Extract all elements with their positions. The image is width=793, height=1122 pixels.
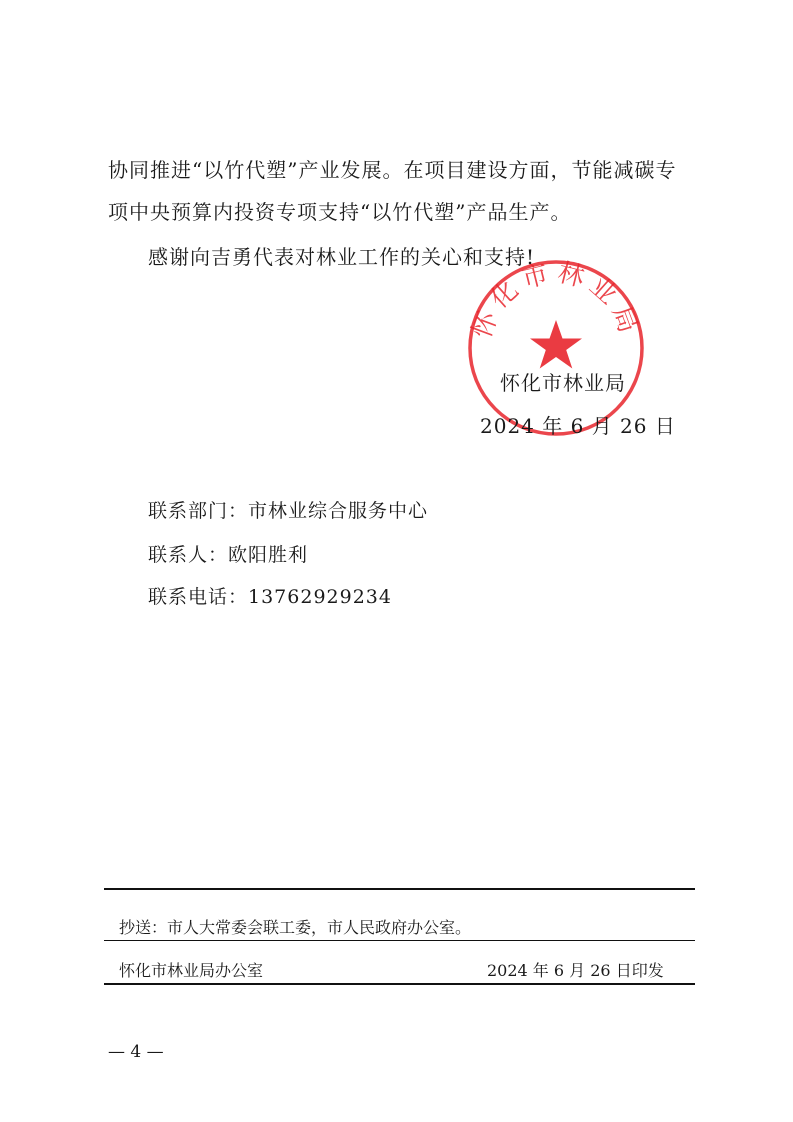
contact-department: 联系部门：市林业综合服务中心 [148, 500, 429, 522]
page-number: — 4 — [108, 1042, 164, 1062]
svg-text:怀化市林业局: 怀化市林业局 [467, 258, 645, 343]
contact-person: 联系人：欧阳胜利 [148, 544, 309, 566]
signature-date: 2024 年 6 月 26 日 [480, 414, 676, 438]
contact-phone: 联系电话：13762929234 [148, 586, 392, 608]
footer-issue-date: 2024 年 6 月 26 日印发 [487, 961, 664, 980]
body-paragraph-2: 感谢向吉勇代表对林业工作的关心和支持! [148, 245, 536, 269]
footer-middle-rule [104, 940, 695, 941]
footer-bottom-rule [104, 983, 695, 985]
signer-organization: 怀化市林业局 [500, 371, 626, 395]
footer-cc: 抄送：市人大常委会联工委，市人民政府办公室。 [119, 918, 472, 937]
body-paragraph-1-line-2: 项中央预算内投资专项支持“以竹代塑”产品生产。 [108, 200, 572, 224]
body-paragraph-1-line-1: 协同推进“以竹代塑”产业发展。在项目建设方面，节能减碳专 [108, 158, 677, 182]
footer-issuer: 怀化市林业局办公室 [119, 961, 264, 980]
seal-star-icon [530, 320, 582, 369]
footer-top-rule [104, 888, 695, 890]
